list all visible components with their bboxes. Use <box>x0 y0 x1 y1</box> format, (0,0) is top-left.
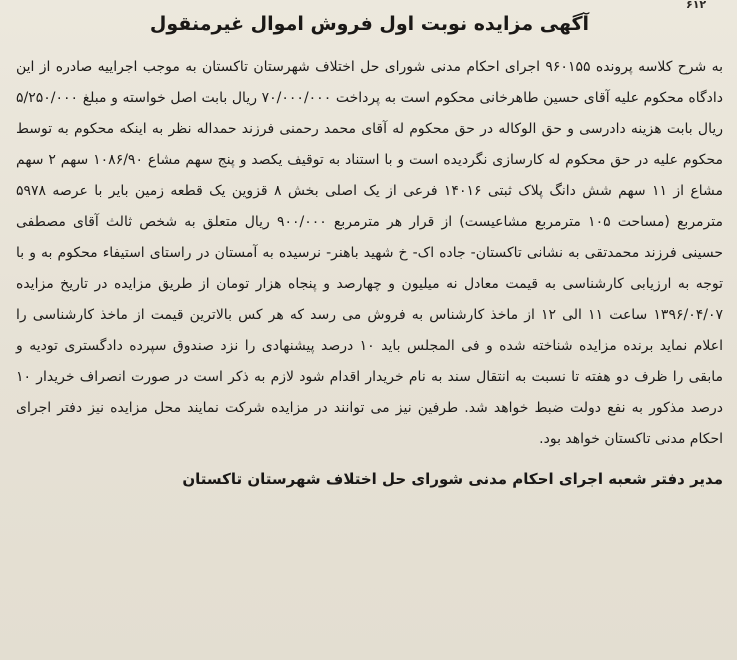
page-number: ۶۱۲ <box>686 0 707 11</box>
auction-notice <box>16 6 723 493</box>
notice-signature: مدیر دفتر شعبه اجرای احکام مدنی شورای حل اختلاف شهرستان تاکستان <box>182 470 723 488</box>
notice-body: به شرح کلاسه پرونده ۹۶۰۱۵۵ اجرای احکام مدنی شورای حل اختلاف شهرستان تاکستان به موجب اجراییه صادره از این دادگاه محکوم علیه آقای حسین طاهرخانی محکوم است به پرداخت ۷۰/۰۰۰/۰۰۰ ریال بابت اصل خواسته و مبلغ ۵/۲۵۰/۰۰۰ ریال بابت هزینه دادرسی و حق الوکاله در حق محکوم له آقای محمد رحمنی فرزند حمداله نظر به اینکه محکوم به توسط محکوم علیه در حق محکوم له کارسازی نگردیده است و با استناد به توقیف یکصد و پنج سهم مشاع ۱۰۸۶/۹۰ سهم ۲ سهم مشاع از ۱۱ سهم شش دانگ پلاک ثبتی ۱۴۰۱۶ فرعی از یک اصلی بخش ۸ قزوین یک قطعه زمین بایر با عرصه ۵۹۷۸ مترمربع (مساحت ۱۰۵ مترمربع مشاعیست) از قرار هر مترمربع ۹۰۰/۰۰۰ ریال متعلق به شخص ثالث آقای مصطفی حسینی فرزند محمدتقی به نشانی تاکستان- جاده اک- خ شهید باهنر- نرسیده به آمستان در راستای استیفاء محکوم به و با توجه به ارزیابی کارشناسی به قیمت معادل نه میلیون و چهارصد و پنجاه هزار تومان از طریق مزایده در تاریخ مزایده ۱۳۹۶/۰۴/۰۷ ساعت ۱۱ الی ۱۲ از ماخذ کارشناس به فروش می رسد که هر کس بالاترین قیمت از ماخذ کارشناسی را اعلام نماید برنده مزایده شناخته شده و فی المجلس باید ۱۰ درصد پیشنهادی را نزد صندوق سپرده دادگستری تودیه و مابقی را ظرف دو هفته تا نسبت به انتقال سند به نام خریدار اقدام شود لازم به ذکر است در صورت انصراف خریدار ۱۰ درصد مذکور به نفع دولت ضبط خواهد شد. طرفین نیز می توانند در مزایده شرکت نمایند محل مزایده نیز دفتر اجرای احکام مدنی تاکستان خواهد بود. <box>16 59 724 447</box>
notice-title: آگهی مزایده نوبت اول فروش اموال غیرمنقول <box>149 13 590 35</box>
